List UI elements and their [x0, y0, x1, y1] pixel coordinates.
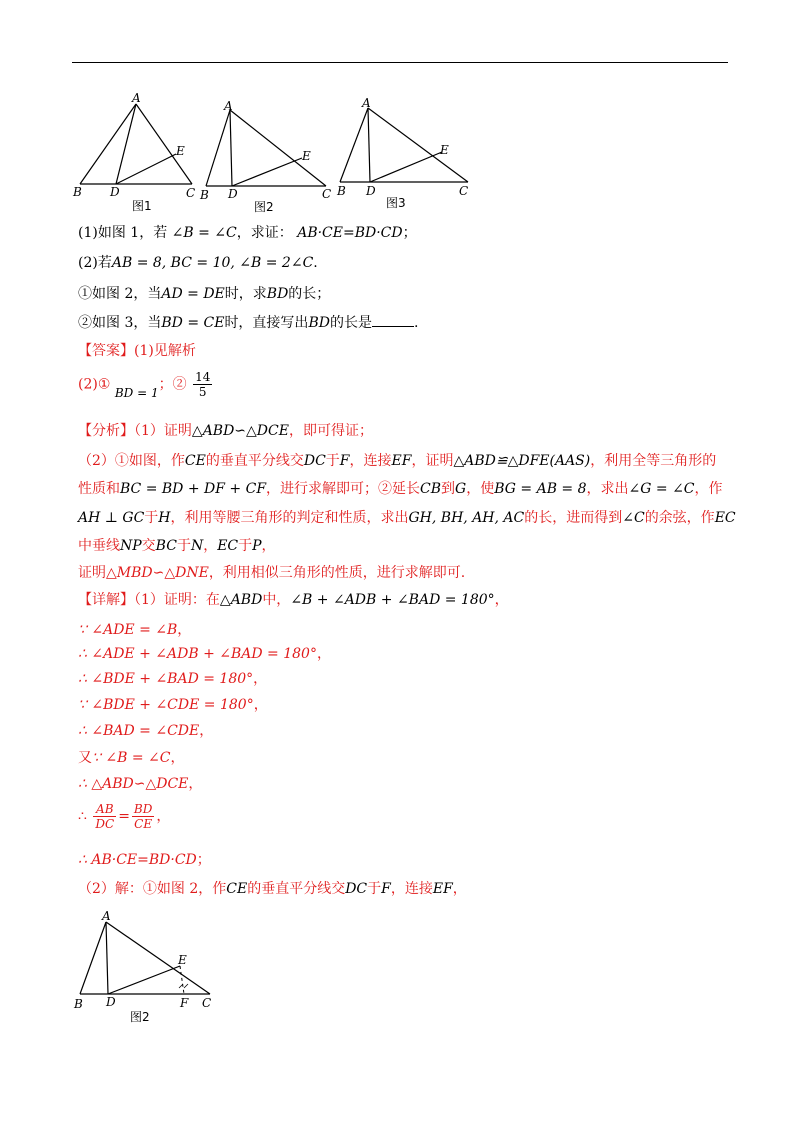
detail-line-6: ∴ ∠BAD = ∠CDE，: [78, 723, 214, 739]
fig2-caption: 图2: [254, 200, 274, 214]
figure-1: [70, 90, 200, 220]
analysis-line-2: （2）①如图，作CE的垂直平分线交DC于F，连接EF，证明△ABD≌△DFE(AAS)，利用全等三角形的: [78, 453, 717, 469]
detail-line-2: ∵ ∠ADE = ∠B，: [78, 622, 192, 638]
fig2-label-A: A: [224, 99, 233, 113]
fig2b-label-F: F: [180, 996, 189, 1010]
fig3-label-C: C: [459, 184, 469, 198]
fig1-label-E: E: [176, 144, 185, 158]
detail-line-3: ∴ ∠ADE + ∠ADB + ∠BAD = 180°，: [78, 646, 331, 662]
figure-3: [334, 90, 474, 220]
analysis-line-4: AH ⊥ GC于H，利用等腰三角形的判定和性质，求出GH, BH, AH, AC的长，进而得到∠C的余弦，作EC: [78, 510, 736, 526]
fraction-ab-dc: $\frac{AB}{DC}$: [95, 802, 115, 831]
fig2b-caption: 图2: [130, 1010, 150, 1024]
answer-fraction: $\frac{14}{5}$: [195, 370, 211, 399]
fig1-label-A: A: [132, 91, 141, 105]
analysis-line-1: 【分析】（1）证明△ABD∽△DCE，即可得证；: [78, 423, 373, 439]
fig1-label-D: D: [110, 185, 120, 199]
fig3-label-B: B: [337, 184, 346, 198]
fig2-label-E: E: [302, 149, 311, 163]
detail-line-5: ∵ ∠BDE + ∠CDE = 180°，: [78, 697, 268, 713]
fig1-label-B: B: [73, 185, 82, 199]
question-1: (1)如图 1，若 ∠B = ∠C，求证： AB·CE=BD·CD；: [78, 225, 417, 241]
detail-line-8: ∴ △ABD∽△DCE，: [78, 776, 203, 792]
answer-blank: [372, 314, 414, 327]
fig3-caption: 图3: [386, 196, 406, 210]
question-2: (2)若AB = 8, BC = 10, ∠B = 2∠C.: [78, 255, 318, 271]
fig3-label-E: E: [440, 143, 449, 157]
fig2b-label-A: A: [102, 909, 111, 923]
fig3-label-D: D: [366, 184, 376, 198]
question-2b: ②如图 3，当BD = CE时，直接写出BD的长是 .: [78, 315, 419, 331]
detail-line-9: ∴ $\frac{AB}{DC}$ = $\frac{BD}{CE}$ ，: [78, 802, 171, 831]
question-2a: ①如图 2，当AD = DE时，求BD的长；: [78, 286, 331, 302]
figure-2: [198, 90, 338, 220]
analysis-line-3: 性质和BC = BD + DF + CF，进行求解即可；②延长CB到G，使BG = AB = 8，求出∠G = ∠C，作: [78, 481, 723, 497]
fig3-label-A: A: [362, 96, 371, 110]
fig1-caption: 图1: [132, 199, 152, 213]
detail-line-10: ∴ AB·CE=BD·CD；: [78, 852, 211, 868]
detail-line-4: ∴ ∠BDE + ∠BAD = 180°，: [78, 671, 268, 687]
fig2-label-D: D: [228, 187, 238, 201]
fig2-label-C: C: [322, 187, 332, 201]
answer-line-2: (2)① BD = 1；② $\frac{14}{5}$: [78, 370, 211, 400]
figure-2-detail: [70, 908, 220, 1038]
fig2b-label-B: B: [74, 997, 83, 1011]
fig2b-label-C: C: [202, 996, 212, 1010]
fig1-label-C: C: [186, 186, 196, 200]
header-rule: [72, 62, 728, 63]
fig2b-label-E: E: [178, 953, 187, 967]
detail-line-11: （2）解：①如图 2，作CE的垂直平分线交DC于F，连接EF，: [78, 881, 467, 897]
fig2b-label-D: D: [106, 995, 116, 1009]
answer-line-1: 【答案】(1)见解析: [78, 343, 196, 359]
detail-line-7: 又∵ ∠B = ∠C，: [78, 750, 185, 766]
detail-line-1: 【详解】（1）证明：在△ABD中，∠B + ∠ADB + ∠BAD = 180°，: [78, 592, 509, 608]
analysis-line-5: 中垂线NP交BC于N，EC于P，: [78, 538, 276, 554]
fig2-label-B: B: [200, 188, 209, 202]
analysis-line-6: 证明△MBD∽△DNE，利用相似三角形的性质，进行求解即可.: [78, 565, 466, 581]
fraction-bd-ce: $\frac{BD}{CE}$: [133, 802, 153, 831]
